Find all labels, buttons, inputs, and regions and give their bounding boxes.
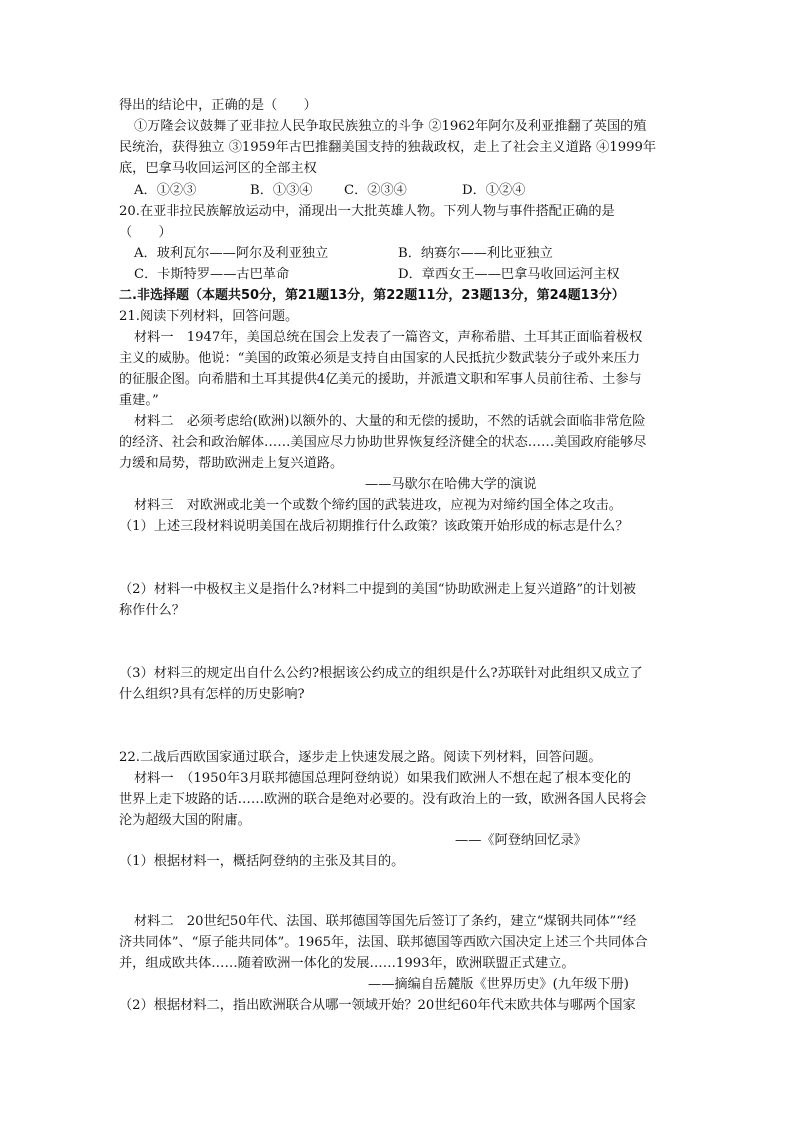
q19-statements-line-2: 民统治，获得独立 ③1959年古巴推翻美国支持的独裁政权，走上了社会主义道路 ④1999年 — [119, 140, 657, 155]
q22-material-2-line-2: 济共同体”、“原子能共同体”。1965年，法国、联邦德国等西欧六国决定上述三个共同体合 — [119, 935, 648, 950]
section-2-heading: 二.非选择题（本题共50分，第21题13分，第22题11分，23题13分，第24题13分） — [119, 288, 625, 303]
q22-material-2-line-3: 并，组成欧共体……随着欧洲一体化的发展……1993年，欧洲联盟正式建立。 — [119, 956, 575, 971]
q20-option-c: C．卡斯特罗——古巴革命 — [134, 267, 290, 282]
q19-statements-line-1: ①万隆会议鼓舞了亚非拉人民争取民族独立的斗争 ②1962年阿尔及利亚推翻了英国的殖 — [134, 119, 647, 134]
q22-stem: 22.二战后西欧国家通过联合，逐步走上快速发展之路。阅读下列材料，回答问题。 — [119, 750, 602, 765]
q21-material-1-line-2: 主义的威胁。他说：“美国的政策必须是支持自由国家的人民抵抗少数武装分子或外来压力 — [119, 351, 641, 366]
q19-option-b: B．①③④ — [250, 183, 313, 198]
q21-stem: 21.阅读下列材料，回答问题。 — [119, 309, 299, 324]
q22-material-1-line-1: 材料一 （1950年3月联邦德国总理阿登纳说）如果我们欧洲人不想在起了根本变化的 — [134, 771, 631, 786]
q21-material-2-line-1: 材料二 必须考虑给(欧洲)以额外的、大量的和无偿的援助，不然的话就会面临非常危险 — [134, 414, 646, 429]
q19-option-d: D．①②④ — [462, 183, 526, 198]
q21-material-2-line-3: 力缓和局势，帮助欧洲走上复兴道路。 — [119, 456, 344, 471]
q20-option-a: A．玻利瓦尔——阿尔及利亚独立 — [134, 246, 329, 261]
q20-stem-line-2: （ ） — [119, 225, 172, 240]
q22-material-2-source: ——摘编自岳麓版《世界历史》(九年级下册) — [368, 977, 629, 992]
q21-question-3-line-2: 什么组织?具有怎样的历史影响? — [119, 687, 305, 702]
q22-material-2-line-1: 材料二 20世纪50年代、法国、联邦德国等国先后签订了条约，建立“煤钢共同体”“经 — [134, 914, 637, 929]
q21-material-2-line-2: 的经济、社会和政治解体……美国应尽力协助世界恢复经济健全的状态……美国政府能够尽 — [119, 435, 647, 450]
q21-material-1-line-3: 的征服企图。向希腊和土耳其提供4亿美元的援助，并派遣文职和军事人员前往希、土参与 — [119, 372, 642, 387]
q19-stem-tail: 得出的结论中，正确的是（ ） — [119, 98, 317, 113]
q22-question-1: （1）根据材料一，概括阿登纳的主张及其目的。 — [119, 854, 405, 869]
q20-option-b: B．纳赛尔——利比亚独立 — [398, 246, 553, 261]
q19-option-c: C．②③④ — [344, 183, 407, 198]
q22-question-2: （2）根据材料二，指出欧洲联合从哪一领域开始？20世纪60年代末欧共体与哪两个国家 — [119, 998, 636, 1013]
q20-stem-line-1: 20.在亚非拉民族解放运动中，涌现出一大批英雄人物。下列人物与事件搭配正确的是 — [119, 204, 615, 219]
q21-question-2-line-2: 称作什么？ — [119, 603, 185, 618]
q21-question-3-line-1: （3）材料三的规定出自什么公约?根据该公约成立的组织是什么?苏联针对此组织又成立了 — [119, 666, 643, 681]
q21-question-2-line-1: （2）材料一中极权主义是指什么?材料二中提到的美国“协助欧洲走上复兴道路”的计划被 — [119, 582, 636, 597]
q22-material-1-line-2: 世界上走下坡路的话……欧洲的联合是绝对必要的。没有政治上的一致，欧洲各国人民将会 — [119, 792, 647, 807]
q22-material-1-source: ——《阿登纳回忆录》 — [455, 833, 587, 848]
q19-option-a: A．①②③ — [134, 183, 197, 198]
q20-option-d: D．章西女王——巴拿马收回运河主权 — [398, 267, 620, 282]
q19-statements-line-3: 底，巴拿马收回运河区的全部主权 — [119, 161, 317, 176]
q21-question-1: （1）上述三段材料说明美国在战后初期推行什么政策？该政策开始形成的标志是什么？ — [119, 519, 629, 534]
q21-material-3: 材料三 对欧洲或北美一个或数个缔约国的武装进攻，应视为对缔约国全体之攻击。 — [134, 498, 622, 513]
q21-material-1-line-1: 材料一 1947年，美国总统在国会上发表了一篇咨文，声称希腊、土耳其正面临着极权 — [134, 330, 643, 345]
q22-material-1-line-3: 沦为超级大国的附庸。 — [119, 813, 251, 828]
q21-material-2-source: ——马歇尔在哈佛大学的演说 — [365, 477, 537, 492]
q21-material-1-line-4: 重建。” — [119, 393, 159, 408]
